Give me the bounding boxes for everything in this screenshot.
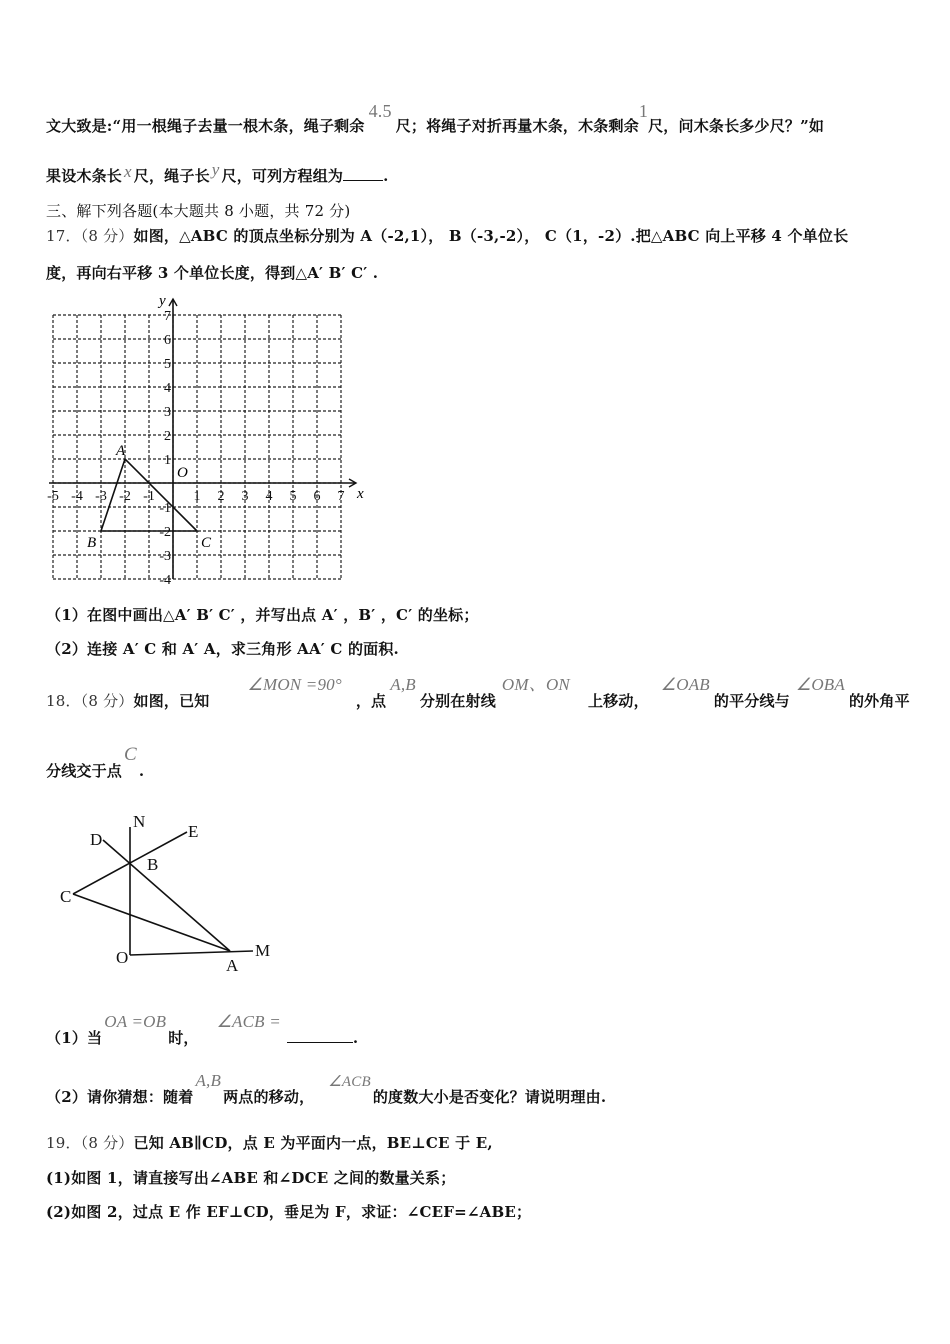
label-D: D bbox=[90, 830, 103, 849]
text: 如图，已知 bbox=[133, 692, 210, 710]
label-O: O bbox=[116, 948, 129, 967]
q18-sub2 bbox=[46, 1071, 607, 1107]
point-label-B: B bbox=[87, 535, 97, 551]
y-tick-label: 3 bbox=[164, 405, 171, 420]
q19-line1 bbox=[46, 1132, 493, 1153]
x-tick-label: -2 bbox=[119, 489, 131, 504]
q17-sub2: （2）连接 A′ C 和 A′ A，求三角形 AA′ C 的面积. bbox=[46, 640, 399, 658]
x-tick-label: 1 bbox=[193, 489, 201, 504]
q18-line2 bbox=[46, 744, 145, 782]
math-var: y bbox=[211, 160, 220, 179]
text: 上移动， bbox=[587, 692, 649, 710]
math-expr: ∠OBA bbox=[795, 675, 845, 694]
math-value: 1 bbox=[638, 101, 649, 121]
math-expr: A,B bbox=[390, 675, 416, 694]
text: 尺，问木条长多少尺？”如 bbox=[648, 117, 825, 135]
origin-label: O bbox=[177, 465, 188, 481]
x-tick-label: -3 bbox=[95, 489, 107, 504]
point-label-C: C bbox=[201, 535, 212, 551]
text: 的外角平 bbox=[848, 692, 910, 710]
x-tick-label: 6 bbox=[313, 489, 321, 504]
text: . bbox=[138, 762, 145, 780]
line-CA bbox=[73, 894, 230, 951]
label-N: N bbox=[133, 812, 146, 831]
y-tick-label: -4 bbox=[159, 573, 171, 588]
x-tick-label: 4 bbox=[265, 489, 273, 504]
q17-sub1: （1）在图中画出△A′ B′ C′ ，并写出点 A′ ，B′ ，C′ 的坐标； bbox=[46, 606, 479, 624]
text: 果设木条长 bbox=[46, 167, 123, 185]
label-A: A bbox=[226, 956, 239, 975]
math-expr: A,B bbox=[195, 1071, 222, 1090]
x-tick-label: -5 bbox=[47, 489, 59, 504]
text: . bbox=[352, 1029, 359, 1047]
y-tick-label: 7 bbox=[164, 309, 171, 324]
math-expr: OM、ON bbox=[501, 675, 570, 694]
label-M: M bbox=[255, 941, 271, 960]
y-tick-label: 1 bbox=[164, 453, 171, 468]
math-expr: ∠ACB bbox=[328, 1074, 371, 1090]
answer-blank[interactable] bbox=[287, 1042, 353, 1043]
y-axis-label: y bbox=[159, 293, 166, 309]
text: 的平分线与 bbox=[713, 692, 790, 710]
label-C: C bbox=[60, 887, 72, 906]
label-E: E bbox=[188, 822, 199, 841]
x-tick-label: 2 bbox=[217, 489, 225, 504]
point-label-A: A bbox=[116, 443, 126, 459]
q17-line2: 度，再向右平移 3 个单位长度，得到△A′ B′ C′ . bbox=[46, 264, 379, 282]
math-var: C bbox=[124, 744, 137, 765]
text: 时， bbox=[168, 1029, 199, 1047]
question-number: 17．（8 分） bbox=[46, 227, 134, 245]
x-axis-label: x bbox=[357, 486, 364, 502]
text: . bbox=[383, 167, 389, 185]
math-expr: ∠ACB = bbox=[216, 1012, 281, 1031]
y-tick-label: 5 bbox=[164, 357, 171, 372]
q19-sub1: (1)如图 1，请直接写出∠ABE 和∠DCE 之间的数量关系； bbox=[46, 1169, 456, 1187]
math-expr: ∠OAB bbox=[660, 675, 710, 694]
x-tick-label: 3 bbox=[241, 489, 249, 504]
text: （2）请你猜想：随着 bbox=[46, 1088, 194, 1106]
math-value: 4.5 bbox=[368, 101, 392, 121]
text: 两点的移动， bbox=[223, 1088, 315, 1106]
q19-sub2: (2)如图 2，过点 E 作 EF⊥CD，垂足为 F，求证：∠CEF=∠ABE； bbox=[46, 1203, 532, 1221]
text: 分别在射线 bbox=[419, 692, 496, 710]
x-tick-label: 5 bbox=[289, 489, 297, 504]
q18-sub1 bbox=[46, 1012, 359, 1048]
angle-bisector-figure bbox=[40, 795, 280, 985]
coordinate-grid-figure bbox=[0, 0, 400, 600]
y-tick-label: 6 bbox=[164, 333, 171, 348]
y-tick-label: -3 bbox=[159, 549, 171, 564]
text: 分线交于点 bbox=[46, 762, 123, 780]
text: 尺，可列方程组为 bbox=[221, 167, 344, 185]
section-heading: 三、解下列各题(本大题共 8 小题，共 72 分) bbox=[46, 202, 351, 220]
text: 如图，△ABC 的顶点坐标分别为 A（-2,1）， B（-3,-2）， C（1，-2）.把△ABC 向上平移 4 个单位长 bbox=[133, 227, 849, 245]
y-tick-label: -1 bbox=[159, 501, 171, 516]
text: 已知 AB∥CD，点 E 为平面内一点，BE⊥CE 于 E, bbox=[133, 1134, 493, 1152]
question-number: 18．（8 分） bbox=[46, 692, 134, 710]
y-tick-label: -2 bbox=[159, 525, 171, 540]
x-tick-label: -1 bbox=[143, 489, 155, 504]
text: （1）当 bbox=[46, 1029, 103, 1047]
q18-line1 bbox=[46, 675, 910, 711]
question-number: 19．（8 分） bbox=[46, 1134, 134, 1152]
text: 尺；将绳子对折再量木条，木条剩余 bbox=[395, 117, 639, 135]
math-expr: OA =OB bbox=[104, 1012, 167, 1031]
text: 文大致是:“用一根绳子去量一根木条，绳子剩余 bbox=[46, 117, 365, 135]
math-expr: ∠MON =90° bbox=[247, 675, 342, 694]
line-DA bbox=[103, 840, 230, 951]
text: 的度数大小是否变化？请说明理由. bbox=[372, 1088, 607, 1106]
y-tick-label: 2 bbox=[164, 429, 171, 444]
y-tick-label: 4 bbox=[164, 381, 171, 396]
x-tick-label: 7 bbox=[337, 489, 345, 504]
math-var: x bbox=[124, 162, 132, 181]
text: 尺，绳子长 bbox=[133, 167, 210, 185]
label-B: B bbox=[147, 855, 159, 874]
x-tick-label: -4 bbox=[71, 489, 83, 504]
ray-OM bbox=[130, 951, 253, 955]
text: ，点 bbox=[355, 692, 387, 710]
